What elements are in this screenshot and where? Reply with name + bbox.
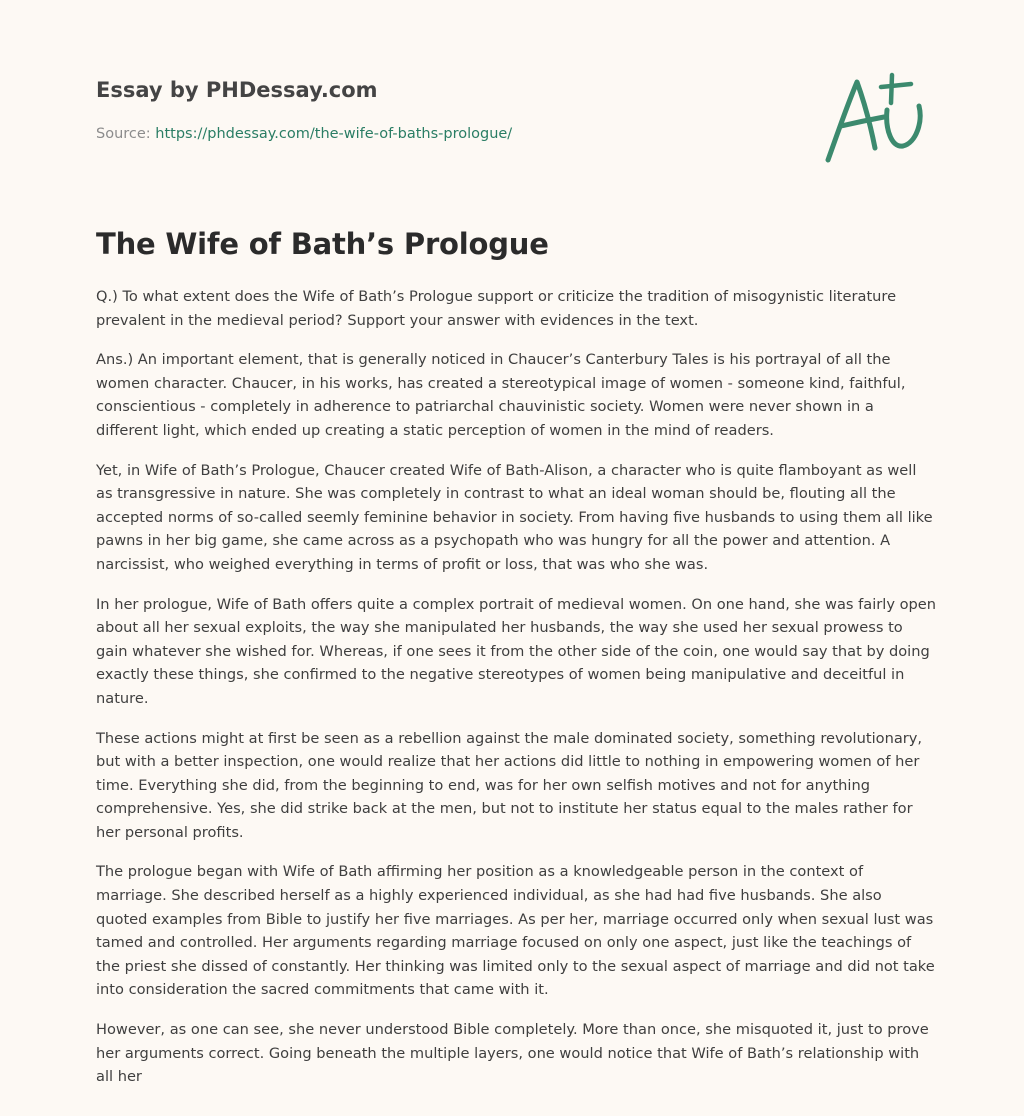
paragraph: However, as one can see, she never understood Bible completely. More than once, she misquoted it, just to prove her arguments correct. Going beneath the multiple layers, one would notice that Wife of Bath’s relationship with all her: [96, 1021, 929, 1086]
paragraph: The prologue began with Wife of Bath affirming her position as a knowledgeable person in the context of marriage. She described herself as a highly experienced individual, as she had had five husbands. She also quoted examples from Bible to justify her five marriages. As per her, marriage occurred only when sexual lust was tamed and controlled. Her arguments regarding marriage focused on only one aspect, just like the teachings of the priest she dissed of constantly. Her thinking was limited only to the sexual aspect of marriage and did not take into consideration the sacred commitments that came with it.: [96, 863, 935, 999]
paragraph: Yet, in Wife of Bath’s Prologue, Chaucer created Wife of Bath-Alison, a character who is quite flamboyant as well as transgressive in nature. She was completely in contrast to what an ideal woman should be, flouting all the accepted norms of so-called seemly feminine behavior in society. From having five husbands to using them all like pawns in her big game, she came across as a psychopath who was hungry for all the power and attention. A narcissist, who weighed everything in terms of profit or loss, that was who she was.: [96, 461, 933, 573]
source-label: Source:: [96, 126, 151, 142]
article-body: [96, 285, 936, 1105]
site-brand: Essay by PHDessay.com: [96, 78, 378, 102]
source-line: [96, 124, 796, 144]
a-plus-icon: [818, 66, 930, 168]
paragraph: In her prologue, Wife of Bath offers quite a complex portrait of medieval women. On one hand, she was fairly open about all her sexual exploits, the way she manipulated her husbands, the way she used her sexual prowess to gain whatever she wished for. Whereas, if one sees it from the other side of the coin, one would say that by doing exactly these things, she confirmed to the negative stereotypes of women being manipulative and deceitful in nature.: [96, 595, 937, 707]
source-link[interactable]: https://phdessay.com/the-wife-of-baths-prologue/: [155, 126, 513, 142]
paragraph: These actions might at first be seen as a rebellion against the male dominated society, something revolutionary, but with a better inspection, one would realize that her actions did little to nothing in empowering women of her time. Everything she did, from the beginning to end, was for her own selfish motives and not for anything comprehensive. Yes, she did strike back at the men, but not to institute her status equal to the males rather for her personal profits.: [96, 729, 923, 841]
page-header: [96, 76, 796, 144]
paragraph: Ans.) An important element, that is generally noticed in Chaucer’s Canterbury Tales is his portrayal of all the women character. Chaucer, in his works, has created a stereotypical image of women - someone kind, faithful, conscientious - completely in adherence to patriarchal chauvinistic society. Women were never shown in a different light, which ended up creating a static perception of women in the mind of readers.: [96, 351, 906, 439]
article-title: The Wife of Bath’s Prologue: [96, 227, 549, 261]
paragraph: Q.) To what extent does the Wife of Bath’s Prologue support or criticize the tradition of misogynistic literature prevalent in the medieval period? Support your answer with evidences in the text.: [96, 288, 897, 329]
